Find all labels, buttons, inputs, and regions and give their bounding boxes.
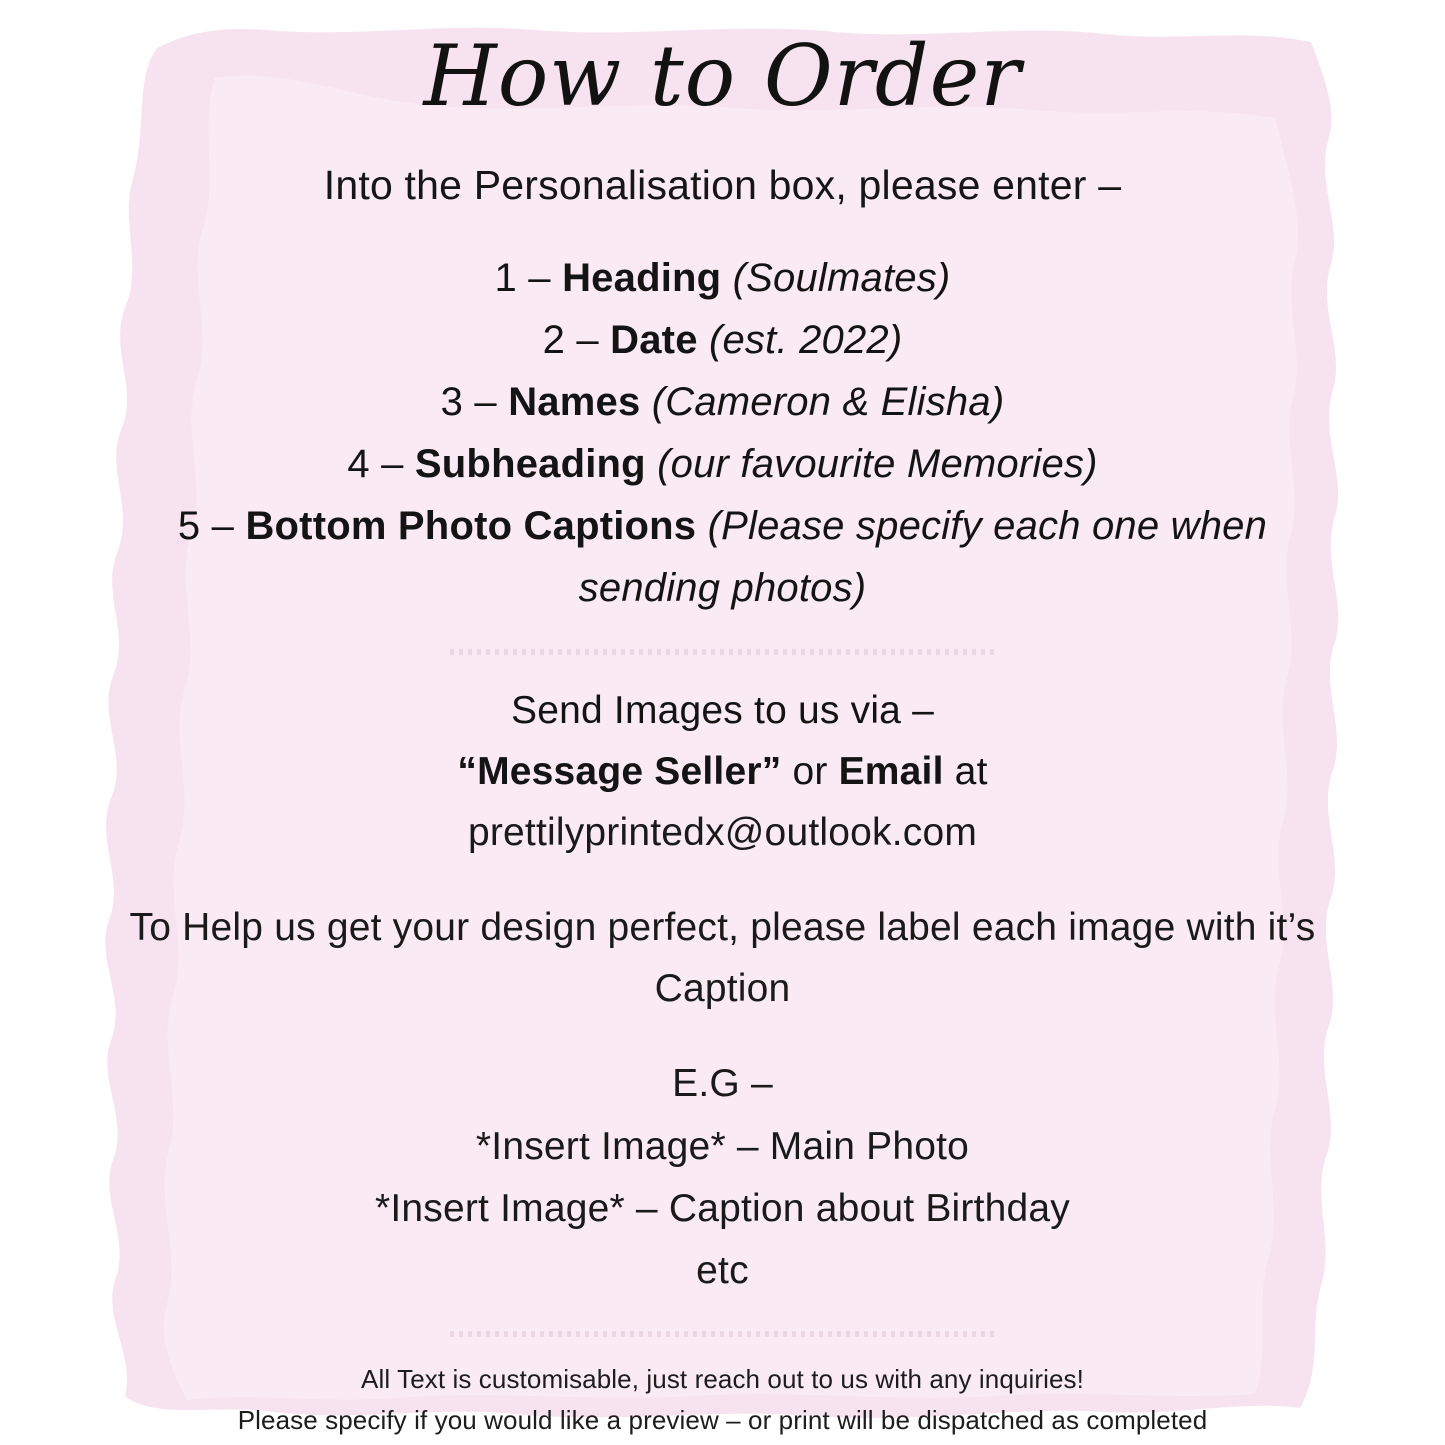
step-label: Names xyxy=(508,380,641,425)
step-detail: (Soulmates) xyxy=(732,256,951,301)
list-item xyxy=(105,433,1340,495)
example-heading: E.G – xyxy=(672,1062,773,1106)
footer-line: All Text is customisable, just reach out to us with any inquiries! xyxy=(361,1363,1084,1394)
step-number: 5 – xyxy=(177,504,235,549)
send-suffix: at xyxy=(943,749,988,793)
step-label: Heading xyxy=(562,256,722,301)
example-line: *Insert Image* – Main Photo xyxy=(475,1124,970,1168)
example-line: *Insert Image* – Caption about Birthday xyxy=(374,1187,1071,1231)
footer-note xyxy=(105,1359,1340,1442)
step-number: 3 – xyxy=(440,380,497,425)
step-number: 2 – xyxy=(542,318,599,363)
list-item xyxy=(105,309,1340,371)
help-paragraph: To Help us get your design perfect, please label each image with it’s Caption xyxy=(129,906,1316,1010)
footer-line: Please specify if you would like a preview – or print will be dispatched as completed xyxy=(237,1405,1208,1436)
steps-list xyxy=(105,247,1340,619)
step-detail: (est. 2022) xyxy=(708,318,903,363)
list-item xyxy=(105,495,1340,619)
step-detail: (Cameron & Elisha) xyxy=(651,380,1005,425)
step-detail: (Please specify each one when sending photos) xyxy=(578,504,1268,611)
step-label: Subheading xyxy=(414,442,646,487)
step-label: Date xyxy=(610,318,698,363)
step-number: 4 – xyxy=(347,442,404,487)
divider xyxy=(450,649,995,655)
email-label: Email xyxy=(838,749,944,793)
send-conjunction: or xyxy=(781,749,839,793)
step-number: 1 – xyxy=(494,256,551,301)
example-block xyxy=(105,1053,1340,1303)
send-images-block xyxy=(105,681,1340,864)
send-intro: Send Images to us via – xyxy=(510,689,934,733)
page-title: How to Order xyxy=(423,27,1022,125)
step-label: Bottom Photo Captions xyxy=(245,504,697,549)
step-detail: (our favourite Memories) xyxy=(657,442,1098,487)
message-seller-label: “Message Seller” xyxy=(457,749,782,793)
list-item xyxy=(105,371,1340,433)
divider xyxy=(450,1331,995,1337)
send-methods xyxy=(105,742,1340,802)
email-address[interactable]: prettilyprintedx@outlook.com xyxy=(467,811,978,855)
instruction-subtitle: Into the Personalisation box, please enter – xyxy=(323,162,1122,208)
example-line: etc xyxy=(696,1249,749,1293)
list-item xyxy=(105,247,1340,309)
